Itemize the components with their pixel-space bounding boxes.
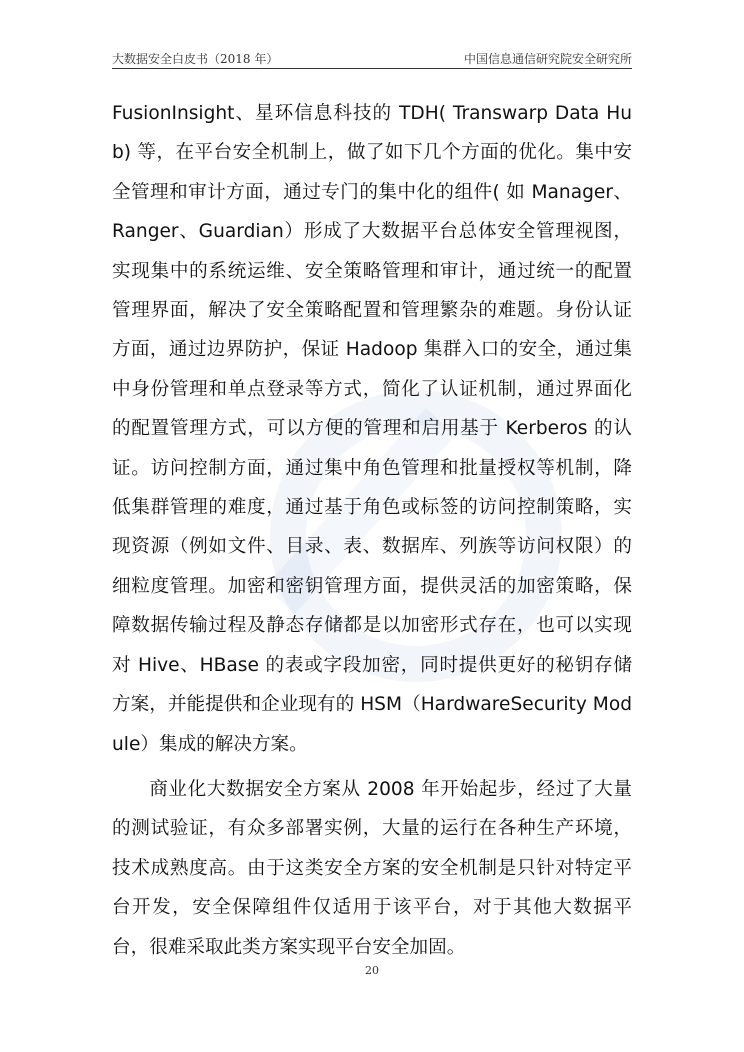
paragraph: FusionInsight、星环信息科技的 TDH( Transwarp Data Hub) 等，在平台安全机制上，做了如下几个方面的优化。集中安全管理和审计方面，通过专门的集中化的组件( 如 Manager、Ranger、Guardian）形成了大数据平台总体安全管理视图，实现集中的系统运维、安全策略管理和审计，通过统一的配置管理界面，解决了安全策略配置和管理繁杂的难题。身份认证方面，通过边界防护，保证 Hadoop 集群入口的安全，通过集中身份管理和单点登录等方式，简化了认证机制，通过界面化的配置管理方式，可以方便的管理和启用基于 Kerberos 的认证。访问控制方面，通过集中角色管理和批量授权等机制，降低集群管理的难度，通过基于角色或标签的访问控制策略，实现资源（例如文件、目录、表、数据库、列族等访问权限）的细粒度管理。加密和密钥管理方面，提供灵活的加密策略，保障数据传输过程及静态存储都是以加密形式存在，也可以实现对 Hive、HBase 的表或字段加密，同时提供更好的秘钥存储方案，并能提供和企业现有的 HSM（HardwareSecurity Module）集成的解决方案。 <box>112 103 632 755</box>
page-header <box>112 48 632 69</box>
body-text <box>112 94 632 967</box>
header-document-title: 大数据安全白皮书（2018 年） <box>112 52 279 66</box>
header-organization: 中国信息通信研究院安全研究所 <box>463 52 632 66</box>
page-number: 20 <box>365 964 379 977</box>
paragraph: 商业化大数据安全方案从 2008 年开始起步，经过了大量的测试验证，有众多部署实例，大量的运行在各种生产环境，技术成熟度高。由于这类安全方案的安全机制是只针对特定平台开发，安全保障组件仅适用于该平台，对于其他大数据平台，很难采取此类方案实现平台安全加固。 <box>112 778 632 958</box>
